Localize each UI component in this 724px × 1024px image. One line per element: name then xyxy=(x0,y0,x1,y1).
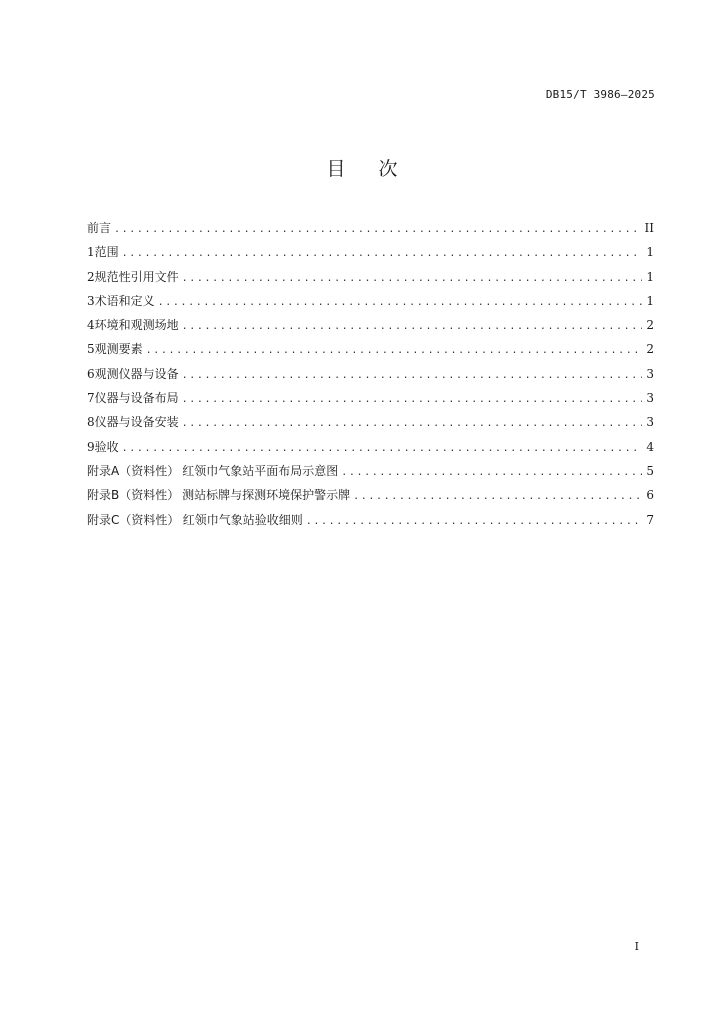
toc-entry-number: 9 xyxy=(87,439,95,454)
toc-entry-annex-c[interactable] xyxy=(87,508,654,532)
toc-title: 目次 xyxy=(326,158,431,180)
toc-entry-foreword[interactable] xyxy=(87,216,654,240)
toc-entry-page: 3 xyxy=(646,415,654,430)
toc-entry-number: 6 xyxy=(87,366,95,381)
toc-leader-dots xyxy=(306,510,643,534)
toc-entry-scope[interactable] xyxy=(87,240,654,264)
toc-annex-label: 附录B（资料性） xyxy=(87,488,180,503)
document-code: DB15/T 3986—2025 xyxy=(545,88,655,101)
toc-entry-acceptance[interactable] xyxy=(87,435,654,459)
toc-leader-dots xyxy=(114,218,641,242)
toc-leader-dots xyxy=(182,412,643,436)
page-number: I xyxy=(634,940,639,953)
toc-entry-page: 5 xyxy=(646,463,654,478)
toc-entry-number: 1 xyxy=(87,245,95,260)
toc-leader-dots xyxy=(146,339,643,363)
toc-entry-number: 2 xyxy=(87,269,95,284)
toc-annex-label: 附录C（资料性） xyxy=(87,512,180,527)
toc-entry-equipment-installation[interactable] xyxy=(87,410,654,434)
toc-entry-title: 验收 xyxy=(94,439,119,454)
toc-entry-title: 术语和定义 xyxy=(94,293,155,308)
toc-entry-annex-b[interactable] xyxy=(87,483,654,507)
toc-entry-number: 8 xyxy=(87,415,95,430)
toc-entry-page: 2 xyxy=(646,318,654,333)
toc-entry-number: 3 xyxy=(87,293,95,308)
toc-entry-title: 范围 xyxy=(94,245,119,260)
toc-annex-title: 测站标牌与探测环境保护警示牌 xyxy=(182,488,351,503)
toc-entry-page: 3 xyxy=(646,391,654,406)
toc-entry-title: 规范性引用文件 xyxy=(94,269,179,284)
toc-entry-equipment-layout[interactable] xyxy=(87,386,654,410)
toc-entry-number: 4 xyxy=(87,318,95,333)
toc-entry-title: 前言 xyxy=(87,221,112,235)
toc-entry-page: 1 xyxy=(646,293,654,308)
toc-entry-title: 仪器与设备布局 xyxy=(94,391,179,406)
toc-leader-dots xyxy=(182,388,643,412)
toc-leader-dots xyxy=(341,461,642,485)
toc-entry-page: 4 xyxy=(646,439,654,454)
toc-entry-title: 观测要素 xyxy=(94,342,143,357)
toc-entry-title: 观测仪器与设备 xyxy=(94,366,179,381)
toc-leader-dots xyxy=(353,485,642,509)
toc-entry-environment-site[interactable] xyxy=(87,313,654,337)
table-of-contents xyxy=(87,216,654,532)
toc-entry-normative-references[interactable] xyxy=(87,265,654,289)
toc-leader-dots xyxy=(122,242,643,266)
toc-entry-title: 环境和观测场地 xyxy=(94,318,179,333)
toc-leader-dots xyxy=(158,291,643,315)
toc-entry-observation-elements[interactable] xyxy=(87,337,654,361)
toc-entry-number: 5 xyxy=(87,342,95,357)
toc-annex-label: 附录A（资料性） xyxy=(87,463,180,478)
toc-entry-instruments-equipment[interactable] xyxy=(87,362,654,386)
toc-entry-annex-a[interactable] xyxy=(87,459,654,483)
toc-entry-title: 仪器与设备安装 xyxy=(94,415,179,430)
toc-annex-title: 红领巾气象站验收细则 xyxy=(182,512,303,527)
toc-entry-page: 2 xyxy=(646,342,654,357)
toc-leader-dots xyxy=(122,437,643,461)
toc-entry-page: 3 xyxy=(646,366,654,381)
toc-leader-dots xyxy=(182,315,643,339)
toc-entry-page: 7 xyxy=(646,512,654,527)
toc-entry-number: 7 xyxy=(87,391,95,406)
toc-entry-page: 6 xyxy=(646,488,654,503)
toc-entry-page: 1 xyxy=(646,269,654,284)
toc-entry-terms-definitions[interactable] xyxy=(87,289,654,313)
toc-entry-page: II xyxy=(644,221,654,235)
toc-entry-page: 1 xyxy=(646,245,654,260)
toc-annex-title: 红领巾气象站平面布局示意图 xyxy=(182,463,339,478)
toc-leader-dots xyxy=(182,267,643,291)
toc-leader-dots xyxy=(182,364,643,388)
